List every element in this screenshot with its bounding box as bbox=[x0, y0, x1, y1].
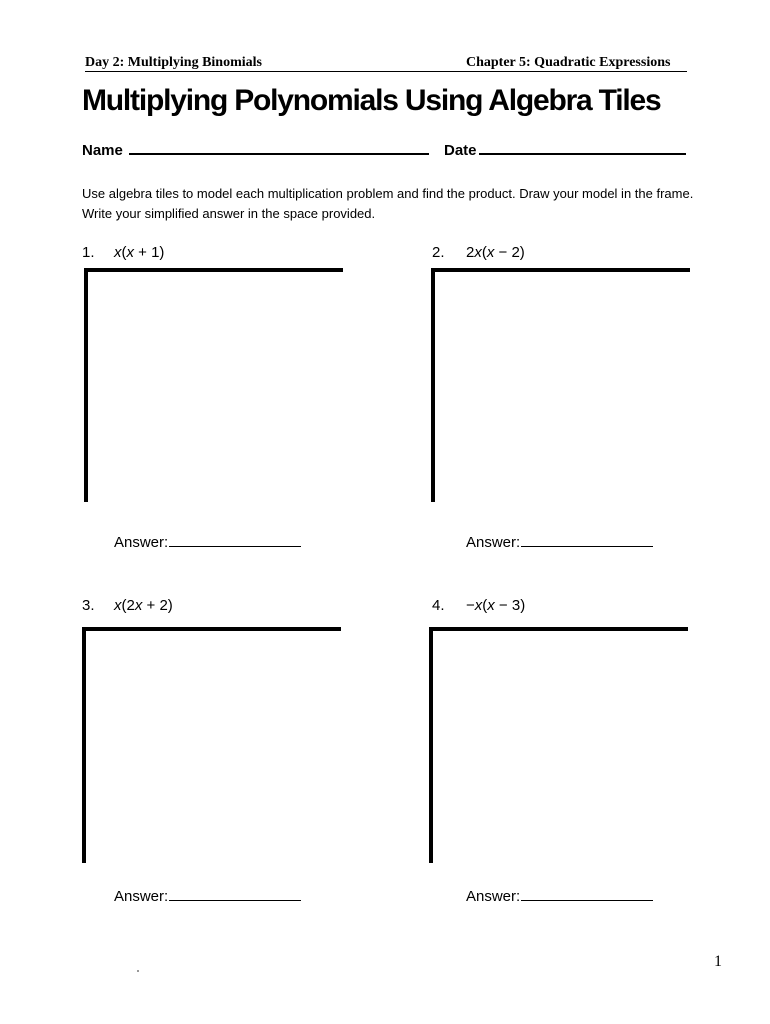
problem-2-answer-line[interactable] bbox=[521, 532, 653, 547]
problem-2-number: 2. bbox=[432, 244, 445, 261]
name-field bbox=[82, 138, 429, 159]
problem-1-number: 1. bbox=[82, 244, 95, 261]
page-number: 1 bbox=[714, 953, 722, 970]
instructions: Use algebra tiles to model each multiplication problem and find the product. Draw your model in the frame. Write your simplified answer in the space provided. bbox=[82, 186, 694, 221]
problem-3-frame-left bbox=[82, 627, 86, 863]
problem-4-frame-left bbox=[429, 627, 433, 863]
problem-3-number: 3. bbox=[82, 597, 95, 614]
header-chapter-title: Chapter 5: Quadratic Expressions bbox=[466, 55, 671, 70]
problem-4-expression: −x(x − 3) bbox=[466, 597, 526, 614]
problem-4-number: 4. bbox=[432, 597, 445, 614]
problem-1-answer-label: Answer: bbox=[114, 534, 169, 551]
problem-1-answer bbox=[114, 532, 301, 551]
problem-3-answer-line[interactable] bbox=[169, 886, 301, 901]
header-rule bbox=[85, 71, 687, 72]
scan-speck bbox=[137, 970, 139, 972]
problem-3-answer bbox=[114, 886, 301, 905]
problem-4-frame-top bbox=[429, 627, 688, 631]
problem-4-answer-line[interactable] bbox=[521, 886, 653, 901]
problem-2-expression: 2x(x − 2) bbox=[466, 244, 525, 261]
problem-1-answer-line[interactable] bbox=[169, 532, 301, 547]
problem-1-frame-top bbox=[84, 268, 343, 272]
worksheet-title: Multiplying Polynomials Using Algebra Tiles bbox=[82, 84, 661, 117]
problem-4-answer bbox=[466, 886, 653, 905]
problem-1-frame-left bbox=[84, 268, 88, 502]
problem-2-answer-label: Answer: bbox=[466, 534, 521, 551]
problem-2-frame-top bbox=[431, 268, 690, 272]
date-blank-line[interactable] bbox=[479, 138, 686, 155]
date-label: Date bbox=[444, 142, 477, 159]
date-field bbox=[444, 138, 686, 159]
name-blank-line[interactable] bbox=[129, 138, 429, 155]
name-label: Name bbox=[82, 142, 123, 159]
problem-2-frame-left bbox=[431, 268, 435, 502]
problem-2-answer bbox=[466, 532, 653, 551]
header-lesson-title: Day 2: Multiplying Binomials bbox=[85, 55, 262, 70]
problem-3-frame-top bbox=[82, 627, 341, 631]
problem-1-expression: x(x + 1) bbox=[114, 244, 165, 261]
problem-3-answer-label: Answer: bbox=[114, 888, 169, 905]
problem-3-expression: x(2x + 2) bbox=[114, 597, 173, 614]
problem-4-answer-label: Answer: bbox=[466, 888, 521, 905]
